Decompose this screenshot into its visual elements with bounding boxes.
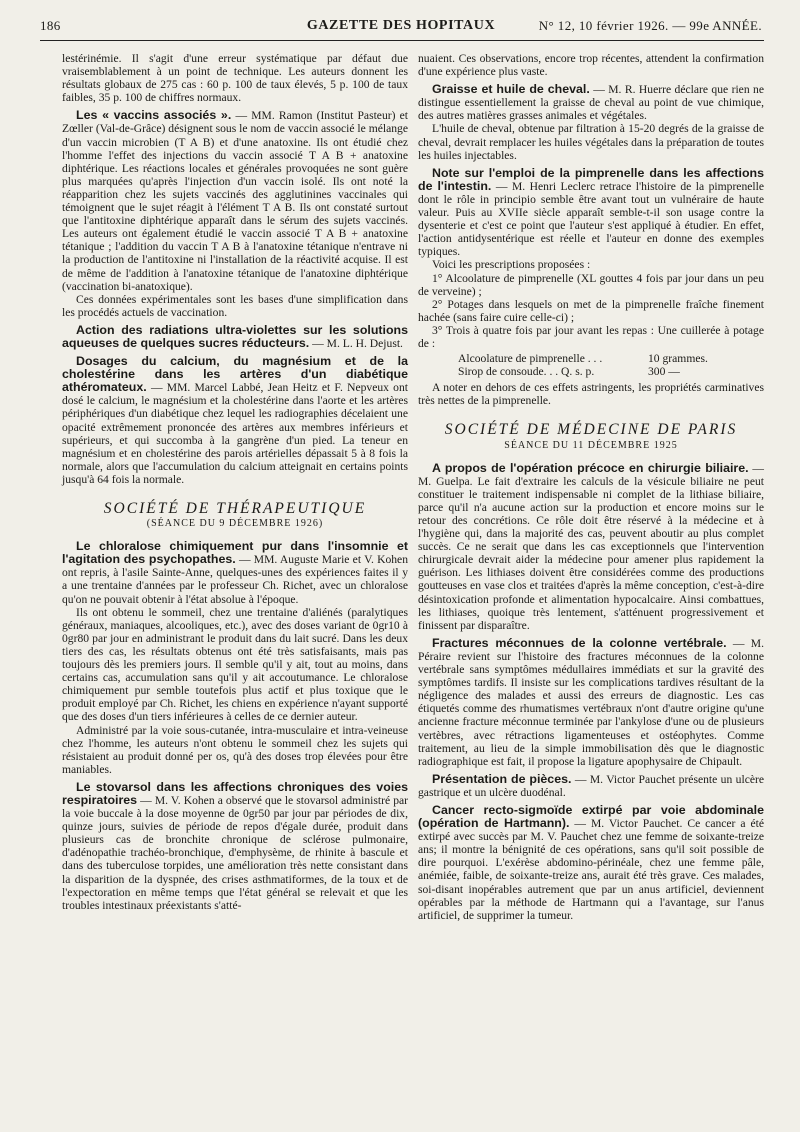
section-heading-therapeutique: SOCIÉTÉ DE THÉRAPEUTIQUE	[103, 500, 367, 517]
paragraph-continuation: nuaient. Ces observations, encore trop récentes, attendent la confirmation d'une expérience plus vaste.	[418, 52, 764, 79]
journal-title: GAZETTE DES HOPITAUX	[306, 18, 496, 33]
right-column	[418, 52, 764, 922]
article-title: Fractures méconnues de la colonne vertébrale.	[432, 635, 727, 650]
article-body: — MM. Marcel Labbé, Jean Heitz et F. Nepveux ont dosé le calcium, le magnésium et la cholestérine dans l'aorte et les artères périphériques d'un diabétique chez lequel les radiographies décelaient une opacité extrêmement prononcée des artères aux membres inférieurs et supérieurs, et qui succomba à la gangrène d'un pied. La teneur en magnésium et en cholestérine des parois artérielles dépassait 5 à 8 fois la normale, alors que l'accumulation du calcium atteignait en certains points jusqu'à 64 fois la normale.	[62, 381, 408, 486]
left-column	[62, 52, 408, 912]
article-radiations	[62, 324, 408, 350]
article-body: désignent sous le nom de vaccin associé le mélange d'un vaccin microbien (T A B) et d'une anatoxine. Ils ont étudié chez l'homme l'effet des injections du vaccin associé T A B + anatoxine diphtérique. Les réactions locales et générales provoquées ne sont guère plus marquées qu'après l'injection d'un vaccin isolé. Ils ont noté la réapparition chez les sujets vaccinés des agglutinines vaccinales qui témoignent que le sujet réagit à l'élément T A B. Ils ont constaté surtout que l'antitoxine diphtérique apparaît dans le sérum des sujets vaccinés. Les auteurs ont également étudié le vaccin associé T A B + anatoxine tétanique ; l'addition du vaccin T A B à l'anatoxine tétanique n'entrave ni la production de l'antitoxine ni l'installation de la réactivité acquise. Il est de même de l'addition à l'anatoxine tétanique de l'anatoxine diphtérique (vaccination bi-anatoxique).	[62, 122, 408, 293]
article-body: Voici les prescriptions proposées :	[432, 258, 591, 272]
seance-date: SÉANCE DU 11 DÉCEMBRE 1925	[504, 439, 678, 451]
article-body: Administré par la voie sous-cutanée, intra-musculaire et intra-veineuse chez l'homme, les auteurs n'ont obtenu le sommeil chez les sujets qui résistaient au produit donné per os, qu'à des doses trop élevées pour être maniables.	[62, 723, 408, 776]
formula-quantity: 300 —	[648, 365, 680, 379]
formula-ingredient: Alcoolature de pimprenelle . . .	[458, 352, 603, 366]
seance-date: (SÉANCE DU 9 DÉCEMBRE 1926)	[146, 518, 324, 530]
article-title: Cancer recto-sigmoïde extirpé par voie abdominale (opération de Hartmann).	[418, 802, 764, 831]
article-body: — M. Henri Leclerc retrace l'histoire de la pimprenelle dont le rôle in principio semble être avant tout un vulnéraire de haute valeur. Puis au XVIIe siècle apparaît semble-t-il son usage contre la dysenterie et c'est ce point que l'auteur s'est appliqué à étudier. En effet, l'action antidysentérique est réelle et l'auteur en donne des exemples typiques.	[418, 179, 764, 259]
article-body: — M. Victor Pauchet présente un ulcère gastrique et un ulcère duodénal.	[418, 772, 764, 799]
article-body: — MM. Auguste Marie et V. Kohen ont repris, à l'asile Sainte-Anne, quelques-unes des expériences faites il y a une trentaine d'années par le professeur Ch. Richet, avec un chloralose qu'on ne pouvait obtenir à l'état absolue à l'époque.	[62, 553, 408, 606]
article-lithiase	[418, 462, 764, 632]
article-vaccins	[62, 109, 408, 319]
article-stovarsol	[62, 781, 408, 912]
article-pieces	[418, 773, 764, 799]
page-number: 186	[40, 18, 61, 33]
prescription-item: 1° Alcoolature de pimprenelle (XL gouttes 4 fois par jour dans un peu de verveine) ;	[418, 271, 764, 298]
article-title: Le stovarsol dans les affections chroniques des voies respiratoires	[62, 779, 408, 807]
formula-ingredient: Sirop de consoude. . . Q. s. p.	[458, 365, 595, 379]
article-body: — M. V. Kohen a observé que le stovarsol administré par la voie buccale à la dose moyenne de 0gr50 par jour par périodes de dix, quinze jours, suivies de période de repos d'égale durée, produit dans plusieurs cas de bronchite chronique de sclérose pulmonaire, d'adénopathie trachéo-bronchique, d'emphysème, de rhinite à bascule et dans des tuberculose torpides, une amélioration très nette consistant dans la disparition de la dyspnée, des crises asthmatiformes, de la toux et de l'expectoration en même temps que l'état général se relevait et que les troubles intestinaux préexistants s'atté-	[62, 793, 408, 912]
article-title: Le chloralose chimiquement pur dans l'insomnie et l'agitation des psychopathes.	[62, 539, 408, 567]
article-pimprenelle	[418, 167, 764, 408]
article-title: Graisse et huile de cheval.	[432, 82, 590, 97]
article-fractures	[418, 637, 764, 768]
article-title: Présentation de pièces.	[432, 771, 572, 786]
article-graisse	[418, 83, 764, 162]
article-body: — M. Victor Pauchet. Ce cancer a été extirpé avec succès par M. V. Pauchet chez une femme de soixante-treize ans; il montre la bénignité de ces opérations, sans qu'il soit possible de dire pourquoi. L'exérèse abdomino-périnéale, chez une femme pâle, anémiée, faible, de soixante-treize ans, aurait été très grave. Ces malades, soi-disant inopérables autrement que par un anus artificiel, deviennent opérables par la méthode de Hartmann qui a l'avantage, sur l'anus artificiel, de supprimer la tumeur.	[418, 817, 764, 922]
article-body: — M. Péraire revient sur l'histoire des fractures méconnues de la colonne vertébrale sans symptômes médullaires immédiats et sur la gravité des symptômes tardifs. Il insiste sur les complications tardives résultant de la négligence des malades et aussi des erreurs de diagnostic. Les cas étiquetés comme des rhumatismes vertébraux n'ont d'autre origine qu'une ancienne fracture méconnue terminée par l'ankylose d'une ou de plusieurs vertèbres, avec rétractions ligamenteuses et ostéophytes. Comme traitement, au lieu de la simple immobilisation dès que le diagnostic radiographique est fait, il propose la ligature apophysaire de Chipault.	[418, 636, 765, 768]
prescription-item: 2° Potages dans lesquels on met de la pimprenelle fraîche finement hachée (sans faire cuire celle-ci) ;	[418, 297, 764, 324]
section-heading-medecine: SOCIÉTÉ DE MÉDECINE DE PARIS	[444, 421, 738, 439]
article-title: A propos de l'opération précoce en chirurgie biliaire.	[432, 460, 749, 475]
article-title: Action des radiations ultra-violettes sur les solutions aqueuses de quelques sucres réducteurs.	[62, 322, 408, 350]
issue-info: N° 12, 10 février 1926. — 99e ANNÉE.	[538, 18, 762, 33]
article-chloralose	[62, 540, 408, 776]
formula-quantity: 10 grammes.	[648, 352, 708, 366]
article-body: A noter en dehors de ces effets astringents, les propriétés carminatives très nettes de la pimprenelle.	[418, 381, 764, 408]
paragraph-continuation: lestérinémie. Il s'agit d'une erreur systématique par défaut due vraisemblablement à un point de technique. Les auteurs donnent les résultats globaux de 275 cas : 60 p. 100 de taux élevés, 5 p. 100 de taux faibles, 35 p. 100 de chiffres normaux.	[62, 52, 408, 105]
article-body: L'huile de cheval, obtenue par filtration à 15-20 degrés de la graisse de cheval, devrait remplacer les huiles végétales dans la préparation de toutes les huiles injectables.	[418, 122, 764, 162]
article-authors: — M. L. H. Dejust.	[312, 336, 403, 350]
page-header	[40, 14, 762, 40]
article-body: Ces données expérimentales sont les bases d'une simplification dans les procédés actuels de vaccination.	[62, 292, 408, 319]
article-calcium	[62, 355, 408, 486]
article-body: Ils ont obtenu le sommeil, chez une trentaine d'aliénés (paralytiques généraux, maniaques, alcooliques, etc.), avec des doses variant de 0gr10 à 0gr80 par jour en administrant le produit dans du lait sucré. Dans les deux tiers des cas, les résultats obtenus ont été très satisfaisants, mais pas toujours dès les premiers jours. Il semble qu'il y ait, tout au moins, dans certains cas, accumulation sans qu'il y ait accoutumance. Le chloralose chimiquement pur semble toutefois plus actif et plus toxique que le produit employé par Ch. Richet, les chiens en expérience n'ayant supporté que des doses d'un tiers inférieures à celles de ce dernier auteur.	[62, 605, 408, 724]
article-cancer	[418, 804, 764, 922]
prescription-item: 3° Trois à quatre fois par jour avant les repas : Une cuillerée à potage de :	[418, 323, 764, 350]
article-body: — M. R. Huerre déclare que rien ne distingue essentiellement la graisse de cheval au point de vue chimique, des autres matières grasses animales et végétales.	[418, 83, 764, 123]
article-body: — M. Guelpa. Le fait d'extraire les calculs de la vésicule biliaire ne peut constituer le traitement indispensable ni complet de la lithiase biliaire, parce qu'il n'a aucune action sur la production et encore moins sur le retour des concrétions. Ce rôle doit être réservé à la médecine et à l'hygiène qui, dans la majorité des cas, peuvent aboutir au plus complet succès. Ce ne serait que dans les cas exceptionnels que l'intervention chirurgicale devrait aider la médecine pour amener plus rapidement la guérison. Les lithiases doivent être considérées comme des productions goutteuses en vase clos et traitées d'après la même conception, c'est-à-dire désintoxication profonde et alimentation hypocalcaire. Ainsi combattues, les lithiases, quoique très lentement, s'atténuent progressivement et finissent par disparaître.	[418, 461, 764, 632]
article-authors: — MM. Ramon (Institut Pasteur) et Zœller (Val-de-Grâce)	[62, 109, 409, 136]
prescription-formula	[458, 352, 764, 378]
article-title: Les « vaccins associés ».	[76, 108, 232, 123]
header-rule	[40, 40, 764, 41]
article-title: Note sur l'emploi de la pimprenelle dans les affections de l'intestin.	[418, 165, 764, 193]
article-title: Dosages du calcium, du magnésium et de la cholestérine dans les artères d'un diabétique athéromateux.	[62, 354, 408, 395]
